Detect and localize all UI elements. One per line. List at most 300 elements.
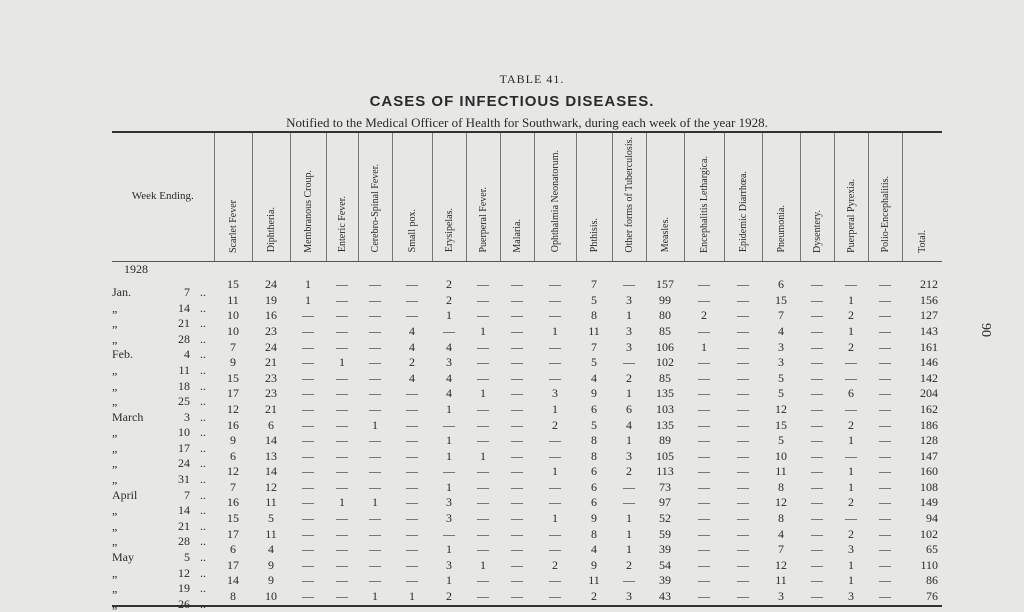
- table-cell: —: [406, 511, 418, 526]
- table-cell: 8: [591, 526, 597, 541]
- table-cell: 1: [848, 292, 854, 307]
- table-cell: 102: [656, 355, 674, 370]
- table-cell: 1: [848, 557, 854, 572]
- table-cell: 11: [775, 573, 787, 588]
- table-cell: 9: [591, 557, 597, 572]
- table-cell: 4: [409, 323, 415, 338]
- table-cell: —: [336, 479, 348, 494]
- table-cell: 1: [552, 511, 558, 526]
- table-cell: —: [511, 386, 523, 401]
- week-ending-cell: [112, 495, 214, 518]
- table-cell: —: [336, 277, 348, 292]
- table-cell: —: [511, 573, 523, 588]
- table-cell: 23: [265, 386, 277, 401]
- total-cell: 108: [920, 479, 938, 494]
- table-cell: —: [336, 417, 348, 432]
- table-cell: —: [369, 557, 381, 572]
- table-cell: —: [549, 573, 561, 588]
- table-cell: 5: [778, 370, 784, 385]
- table-cell: —: [811, 370, 823, 385]
- table-cell: 2: [552, 417, 558, 432]
- table-cell: —: [369, 308, 381, 323]
- table-cell: —: [369, 542, 381, 557]
- table-cell: 1: [626, 386, 632, 401]
- table-cell: —: [811, 401, 823, 416]
- table-cell: 8: [214, 589, 252, 606]
- column-header: [902, 132, 942, 261]
- table-row: [112, 418, 942, 434]
- table-cell: 1: [480, 557, 486, 572]
- table-cell: 15: [227, 277, 239, 292]
- column-header: [358, 132, 392, 261]
- month-label: April: [112, 487, 138, 502]
- leader-dots: ..: [200, 362, 206, 377]
- table-cell: 73: [659, 479, 671, 494]
- table-cell: —: [477, 292, 489, 307]
- week-ending-cell: [112, 355, 214, 377]
- table-cell: —: [406, 573, 418, 588]
- table-cell: 3: [778, 355, 784, 370]
- table-row: [112, 573, 942, 589]
- table-cell: —: [698, 323, 710, 338]
- table-cell: —: [511, 292, 523, 307]
- table-cell: —: [336, 557, 348, 572]
- table-cell: —: [811, 557, 823, 572]
- week-ending-cell: [112, 573, 214, 596]
- table-cell: —: [737, 401, 749, 416]
- table-cell: —: [845, 511, 857, 526]
- leader-dots: ..: [200, 425, 206, 440]
- column-header-label: Ophthalmia Neonatorum.: [549, 150, 561, 253]
- table-cell: —: [302, 323, 314, 338]
- table-cell: —: [336, 526, 348, 541]
- month-label: „: [112, 300, 118, 315]
- table-row: [112, 511, 942, 527]
- column-header-label: Other forms of Tuberculosis.: [623, 137, 635, 253]
- year-row: [112, 261, 942, 277]
- table-cell: —: [549, 542, 561, 557]
- total-cell: 102: [920, 526, 938, 541]
- table-cell: —: [811, 292, 823, 307]
- table-cell: 1: [372, 417, 378, 432]
- table-cell: —: [511, 323, 523, 338]
- day-label: 25: [178, 394, 190, 409]
- table-cell: —: [302, 495, 314, 510]
- page-number: 90: [978, 323, 993, 337]
- table-cell: —: [369, 448, 381, 463]
- table-row: [112, 433, 942, 449]
- table-row: [112, 495, 942, 511]
- column-header-label: Diphtheria.: [265, 207, 277, 253]
- table-cell: —: [549, 308, 561, 323]
- table-cell: —: [845, 401, 857, 416]
- week-ending-cell: [112, 293, 214, 315]
- table-cell: —: [511, 464, 523, 479]
- table-cell: —: [879, 386, 891, 401]
- table-cell: —: [698, 433, 710, 448]
- month-label: Jan.: [112, 284, 131, 299]
- table-cell: —: [698, 495, 710, 510]
- total-cell: 142: [920, 370, 938, 385]
- table-cell: —: [302, 417, 314, 432]
- table-cell: —: [811, 526, 823, 541]
- table-cell: —: [737, 417, 749, 432]
- leader-dots: ..: [200, 300, 206, 315]
- table-cell: 8: [778, 479, 784, 494]
- day-label: 7: [184, 487, 190, 502]
- column-header: [762, 132, 800, 261]
- table-cell: 5: [778, 433, 784, 448]
- table-cell: 14: [265, 433, 277, 448]
- table-cell: —: [737, 277, 749, 292]
- table-cell: —: [811, 495, 823, 510]
- table-cell: —: [698, 292, 710, 307]
- table-cell: 113: [656, 464, 674, 479]
- week-ending-cell: [112, 324, 214, 346]
- total-cell: 86: [926, 573, 938, 588]
- table-cell: —: [477, 277, 489, 292]
- table-cell: 3: [626, 323, 632, 338]
- leader-dots: ..: [200, 378, 206, 393]
- table-cell: —: [477, 433, 489, 448]
- table-cell: —: [737, 526, 749, 541]
- table-cell: 7: [230, 479, 236, 494]
- table-cell: —: [811, 464, 823, 479]
- table-cell: 9: [230, 433, 236, 448]
- table-cell: 15: [775, 292, 787, 307]
- table-cell: —: [302, 308, 314, 323]
- week-ending-cell: [112, 558, 214, 580]
- column-header-label: Total.: [916, 229, 928, 253]
- table-cell: —: [477, 479, 489, 494]
- table-cell: —: [698, 417, 710, 432]
- total-cell: 160: [920, 464, 938, 479]
- leader-dots: ..: [200, 487, 206, 502]
- week-ending-cell: [112, 402, 214, 424]
- table-cell: —: [879, 542, 891, 557]
- table-cell: 2: [432, 589, 466, 606]
- leader-dots: ..: [200, 440, 206, 455]
- table-cell: 10: [252, 589, 290, 606]
- table-cell: 9: [268, 557, 274, 572]
- table-cell: —: [406, 479, 418, 494]
- table-cell: —: [511, 308, 523, 323]
- table-cell: —: [811, 386, 823, 401]
- table-cell: 2: [552, 557, 558, 572]
- table-cell: —: [800, 589, 834, 606]
- table-cell: —: [406, 292, 418, 307]
- table-cell: —: [369, 355, 381, 370]
- table-cell: —: [623, 495, 635, 510]
- table-cell: 23: [265, 323, 277, 338]
- table-cell: 43: [646, 589, 684, 606]
- table-row: [112, 542, 942, 558]
- table-cell: —: [511, 495, 523, 510]
- total-cell: 156: [920, 292, 938, 307]
- column-header: [724, 132, 762, 261]
- table-cell: —: [698, 557, 710, 572]
- table-cell: —: [698, 464, 710, 479]
- table-cell: 6: [591, 464, 597, 479]
- table-cell: 4: [591, 370, 597, 385]
- table-cell: —: [737, 479, 749, 494]
- table-cell: —: [336, 386, 348, 401]
- table-cell: —: [406, 542, 418, 557]
- month-label: „: [112, 394, 118, 409]
- table-cell: 10: [775, 448, 787, 463]
- table-cell: —: [477, 370, 489, 385]
- leader-dots: ..: [200, 518, 206, 533]
- table-cell: 7: [778, 308, 784, 323]
- table-cell: —: [406, 526, 418, 541]
- table-cell: 9: [591, 511, 597, 526]
- table-cell: —: [737, 557, 749, 572]
- table-cell: 4: [409, 370, 415, 385]
- column-header-label: Malaria.: [511, 218, 523, 253]
- table-cell: —: [879, 323, 891, 338]
- table-cell: —: [336, 511, 348, 526]
- table-cell: 105: [656, 448, 674, 463]
- total-cell: 143: [920, 323, 938, 338]
- total-cell: 161: [920, 339, 938, 354]
- table-cell: 1: [446, 448, 452, 463]
- table-cell: 10: [227, 323, 239, 338]
- table-cell: —: [879, 433, 891, 448]
- month-label: „: [112, 425, 118, 440]
- table-cell: 1: [626, 433, 632, 448]
- day-label: 24: [178, 456, 190, 471]
- table-cell: —: [369, 370, 381, 385]
- table-cell: —: [879, 401, 891, 416]
- table-cell: 3: [446, 495, 452, 510]
- table-cell: 5: [778, 386, 784, 401]
- table-cell: 1: [446, 573, 452, 588]
- table-cell: —: [737, 511, 749, 526]
- table-cell: —: [511, 557, 523, 572]
- table-cell: —: [879, 479, 891, 494]
- table-cell: —: [879, 464, 891, 479]
- table-cell: 16: [227, 417, 239, 432]
- table-cell: —: [879, 308, 891, 323]
- table-cell: —: [549, 355, 561, 370]
- table-cell: 3: [762, 589, 800, 606]
- total-cell: 110: [920, 557, 938, 572]
- total-cell: 149: [920, 495, 938, 510]
- total-cell: 204: [920, 386, 938, 401]
- table-cell: 15: [775, 417, 787, 432]
- table-cell: —: [811, 323, 823, 338]
- table-cell: —: [511, 479, 523, 494]
- table-cell: 89: [659, 433, 671, 448]
- table-cell: 1: [552, 401, 558, 416]
- table-cell: 6: [591, 401, 597, 416]
- table-row: [112, 340, 942, 356]
- table-cell: —: [336, 308, 348, 323]
- leader-dots: ..: [200, 565, 206, 580]
- table-cell: —: [406, 401, 418, 416]
- column-header-label: Epidemic Diarrhœa.: [737, 171, 749, 253]
- table-cell: 11: [265, 526, 277, 541]
- table-cell: —: [369, 339, 381, 354]
- table-cell: 13: [265, 448, 277, 463]
- table-cell: —: [737, 573, 749, 588]
- table-cell: —: [623, 355, 635, 370]
- table-cell: 1: [626, 308, 632, 323]
- table-row: [112, 464, 942, 480]
- week-ending-cell: [112, 511, 214, 533]
- leader-dots: ..: [200, 472, 206, 487]
- table-cell: 39: [659, 573, 671, 588]
- table-cell: 39: [659, 542, 671, 557]
- table-row: [112, 308, 942, 324]
- table-cell: —: [549, 526, 561, 541]
- table-cell: 12: [227, 401, 239, 416]
- table-cell: —: [737, 433, 749, 448]
- table-cell: 6: [591, 495, 597, 510]
- day-label: 3: [184, 409, 190, 424]
- column-header: [432, 132, 466, 261]
- table-cell: —: [302, 448, 314, 463]
- table-cell: 97: [659, 495, 671, 510]
- table-cell: —: [290, 589, 326, 606]
- table-cell: 103: [656, 401, 674, 416]
- table-cell: —: [868, 589, 902, 606]
- table-cell: —: [477, 308, 489, 323]
- month-label: „: [112, 596, 118, 611]
- table-cell: 4: [409, 339, 415, 354]
- table-cell: 8: [778, 511, 784, 526]
- table-cell: —: [369, 464, 381, 479]
- week-ending-cell: [112, 418, 214, 440]
- total-cell: 128: [920, 433, 938, 448]
- month-label: „: [112, 518, 118, 533]
- day-label: 28: [178, 534, 190, 549]
- table-cell: 1: [480, 323, 486, 338]
- leader-dots: ..: [200, 284, 206, 299]
- month-label: „: [112, 440, 118, 455]
- month-label: „: [112, 331, 118, 346]
- table-cell: —: [336, 542, 348, 557]
- page-title: CASES OF INFECTIOUS DISEASES.: [369, 93, 655, 110]
- month-label: May: [112, 550, 134, 565]
- month-label: „: [112, 565, 118, 580]
- table-cell: —: [406, 448, 418, 463]
- table-cell: —: [406, 557, 418, 572]
- table-cell: —: [879, 292, 891, 307]
- table-row: [112, 277, 942, 293]
- week-ending-cell: [112, 277, 214, 299]
- table-cell: —: [477, 511, 489, 526]
- leader-dots: ..: [200, 503, 206, 518]
- column-header-label: Erysipelas.: [443, 208, 455, 253]
- week-column-header: [112, 132, 214, 261]
- table-cell: 9: [230, 355, 236, 370]
- table-cell: —: [879, 526, 891, 541]
- table-cell: —: [369, 573, 381, 588]
- table-cell: 85: [659, 323, 671, 338]
- table-cell: 1: [305, 277, 311, 292]
- table-cell: 1: [446, 433, 452, 448]
- table-cell: 11: [775, 464, 787, 479]
- table-cell: 1: [552, 464, 558, 479]
- table-cell: 1: [446, 308, 452, 323]
- table-cell: —: [336, 433, 348, 448]
- table-cell: —: [845, 355, 857, 370]
- table-cell: —: [477, 339, 489, 354]
- leader-dots: ..: [200, 409, 206, 424]
- table-cell: —: [477, 401, 489, 416]
- table-cell: —: [369, 511, 381, 526]
- table-cell: —: [406, 495, 418, 510]
- table-cell: —: [336, 573, 348, 588]
- table-cell: 99: [659, 292, 671, 307]
- day-label: 7: [184, 284, 190, 299]
- week-ending-cell: [112, 464, 214, 487]
- column-header-label: Puerperal Fever.: [477, 187, 489, 253]
- table-cell: —: [511, 355, 523, 370]
- day-label: 31: [178, 472, 190, 487]
- table-cell: 2: [848, 526, 854, 541]
- table-cell: —: [811, 511, 823, 526]
- leader-dots: ..: [200, 347, 206, 362]
- table-cell: —: [336, 323, 348, 338]
- day-label: 14: [178, 300, 190, 315]
- table-cell: —: [477, 355, 489, 370]
- table-cell: 59: [659, 526, 671, 541]
- column-header-label: Measles.: [659, 217, 671, 253]
- table-cell: 12: [227, 464, 239, 479]
- table-cell: 6: [778, 277, 784, 292]
- table-cell: —: [336, 292, 348, 307]
- table-cell: —: [737, 370, 749, 385]
- table-cell: 21: [265, 401, 277, 416]
- table-cell: 2: [626, 557, 632, 572]
- column-header-label: Cerebro-Spinal Fever.: [369, 164, 381, 253]
- table-cell: —: [737, 339, 749, 354]
- table-cell: 1: [626, 526, 632, 541]
- table-cell: —: [737, 292, 749, 307]
- table-cell: —: [326, 589, 358, 606]
- table-cell: —: [698, 355, 710, 370]
- table-cell: 7: [778, 542, 784, 557]
- table-cell: —: [811, 277, 823, 292]
- table-cell: 1: [552, 323, 558, 338]
- table-cell: —: [879, 511, 891, 526]
- table-cell: 7: [591, 277, 597, 292]
- table-cell: 16: [265, 308, 277, 323]
- table-cell: 6: [230, 542, 236, 557]
- table-cell: 9: [591, 386, 597, 401]
- table-cell: 5: [591, 417, 597, 432]
- day-label: 21: [178, 316, 190, 331]
- table-cell: —: [879, 355, 891, 370]
- table-cell: —: [302, 386, 314, 401]
- table-cell: —: [698, 511, 710, 526]
- table-cell: —: [698, 401, 710, 416]
- table-cell: 135: [656, 386, 674, 401]
- table-cell: 2: [848, 495, 854, 510]
- table-cell: 1: [626, 511, 632, 526]
- table-cell: 4: [268, 542, 274, 557]
- column-header-label: Enteric Fever.: [336, 196, 348, 253]
- column-header-label: Phthisis.: [588, 218, 600, 253]
- table-cell: —: [811, 417, 823, 432]
- column-header: [500, 132, 534, 261]
- leader-dots: ..: [200, 394, 206, 409]
- table-cell: 5: [591, 355, 597, 370]
- table-cell: —: [443, 417, 455, 432]
- column-header: [684, 132, 724, 261]
